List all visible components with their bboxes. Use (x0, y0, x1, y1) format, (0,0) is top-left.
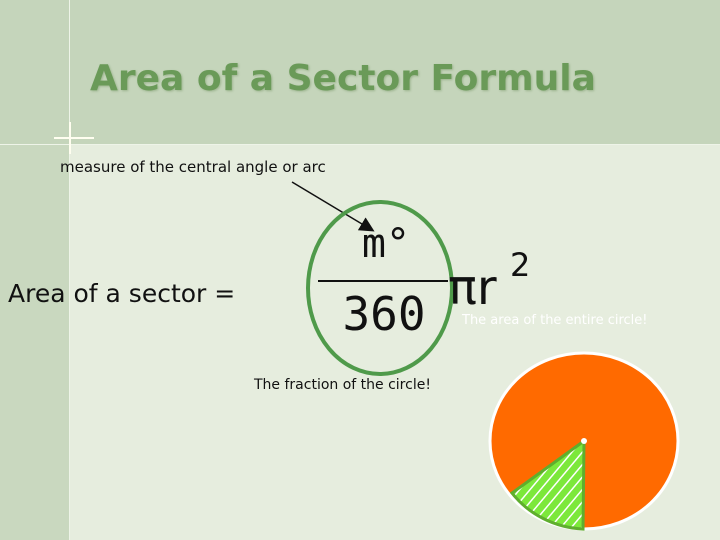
angle-denominator: 360 (342, 287, 426, 341)
pi-r-term: πr (448, 260, 497, 316)
whole-circle-area-label: The area of the entire circle! (462, 313, 648, 328)
circle-center-point (581, 438, 587, 444)
circle-fraction-label: The fraction of the circle! (254, 377, 431, 393)
angle-numerator: m° (361, 221, 411, 267)
area-of-sector-label: Area of a sector = (8, 279, 236, 308)
fraction-bar (318, 280, 448, 282)
arc-measure-label: measure of the central angle or arc (60, 158, 326, 176)
exponent-two: 2 (510, 246, 531, 284)
sector-circle (490, 353, 678, 529)
slide-title: Area of a Sector Formula (90, 58, 596, 99)
